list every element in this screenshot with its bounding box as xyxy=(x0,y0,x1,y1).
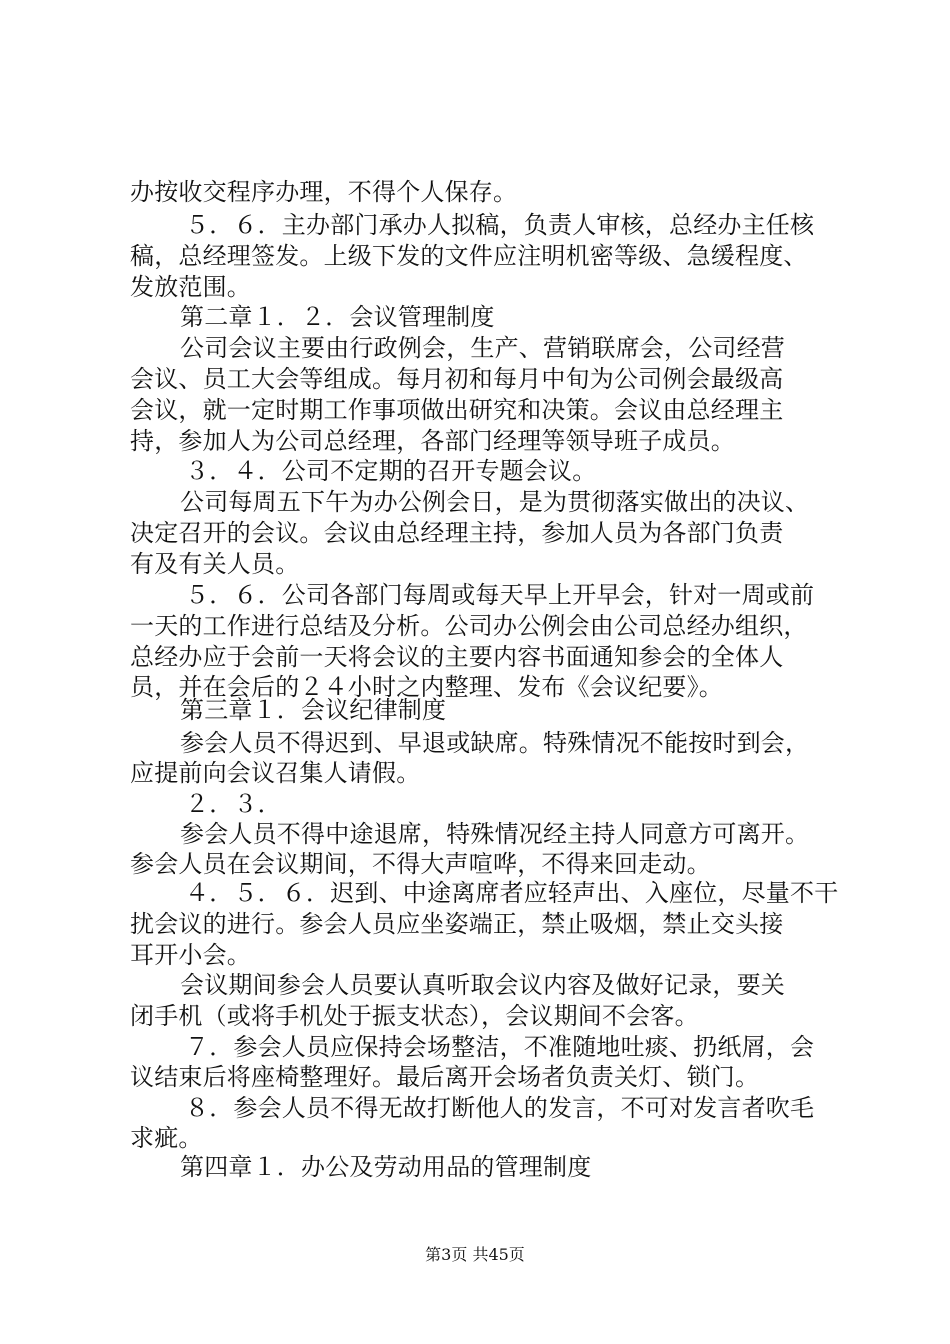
text-line: 公司每周五下午为办公例会日，是为贯彻落实做出的决议、 xyxy=(180,488,810,516)
text-line: 会议、员工大会等组成。每月初和每月中旬为公司例会最级高 xyxy=(130,365,784,393)
text-line: 稿，总经理签发。上级下发的文件应注明机密等级、急缓程度、 xyxy=(130,242,808,270)
text-line: ５．６．主办部门承办人拟稿，负责人审核，总经办主任核 xyxy=(185,211,815,239)
text-line: ７．参会人员应保持会场整洁，不准随地吐痰、扔纸屑，会 xyxy=(185,1033,815,1061)
text-line: 持，参加人为公司总经理，各部门经理等领导班子成员。 xyxy=(130,427,735,455)
text-line: 会议，就一定时期工作事项做出研究和决策。会议由总经理主 xyxy=(130,396,784,424)
text-line: 公司会议主要由行政例会，生产、营销联席会，公司经营 xyxy=(180,334,785,362)
section-heading: 第二章１．２．会议管理制度 xyxy=(180,303,495,331)
text-line: ３．４．公司不定期的召开专题会议。 xyxy=(185,457,597,485)
text-line: 闭手机（或将手机处于振支状态），会议期间不会客。 xyxy=(130,1002,699,1030)
text-line: 耳开小会。 xyxy=(130,941,251,969)
section-heading: 第三章１．会议纪律制度 xyxy=(180,696,447,724)
text-line: 发放范围。 xyxy=(130,273,251,301)
text-line: 一天的工作进行总结及分析。公司办公例会由公司总经办组织， xyxy=(130,612,808,640)
text-line: ４．５．６．迟到、中途离席者应轻声出、入座位，尽量不干 xyxy=(185,879,839,907)
text-line: ８．参会人员不得无故打断他人的发言，不可对发言者吹毛 xyxy=(185,1094,815,1122)
text-line: 扰会议的进行。参会人员应坐姿端正，禁止吸烟，禁止交头接 xyxy=(130,910,784,938)
text-line: 参会人员在会议期间，不得大声喧哗，不得来回走动。 xyxy=(130,850,711,878)
text-line: ２．３． xyxy=(185,790,282,818)
text-line: 参会人员不得中途退席，特殊情况经主持人同意方可离开。 xyxy=(180,820,810,848)
text-line: 决定召开的会议。会议由总经理主持，参加人员为各部门负责 xyxy=(130,519,784,547)
text-line: 参会人员不得迟到、早退或缺席。特殊情况不能按时到会， xyxy=(180,729,810,757)
text-line: 应提前向会议召集人请假。 xyxy=(130,759,421,787)
text-line: ５．６．公司各部门每周或每天早上开早会，针对一周或前 xyxy=(185,581,815,609)
text-line: 有及有关人员。 xyxy=(130,550,300,578)
text-line: 员，并在会后的２４小时之内整理、发布《会议纪要》。 xyxy=(130,673,723,701)
text-line: 办按收交程序办理，不得个人保存。 xyxy=(130,178,518,206)
text-line: 求疵。 xyxy=(130,1124,203,1152)
page-number-footer: 第3页 共45页 xyxy=(425,1245,525,1264)
text-line: 议结束后将座椅整理好。最后离开会场者负责关灯、锁门。 xyxy=(130,1063,760,1091)
text-line: 总经办应于会前一天将会议的主要内容书面通知参会的全体人 xyxy=(130,643,784,671)
section-heading: 第四章１．办公及劳动用品的管理制度 xyxy=(180,1153,592,1181)
text-line: 会议期间参会人员要认真听取会议内容及做好记录，要关 xyxy=(180,971,785,999)
